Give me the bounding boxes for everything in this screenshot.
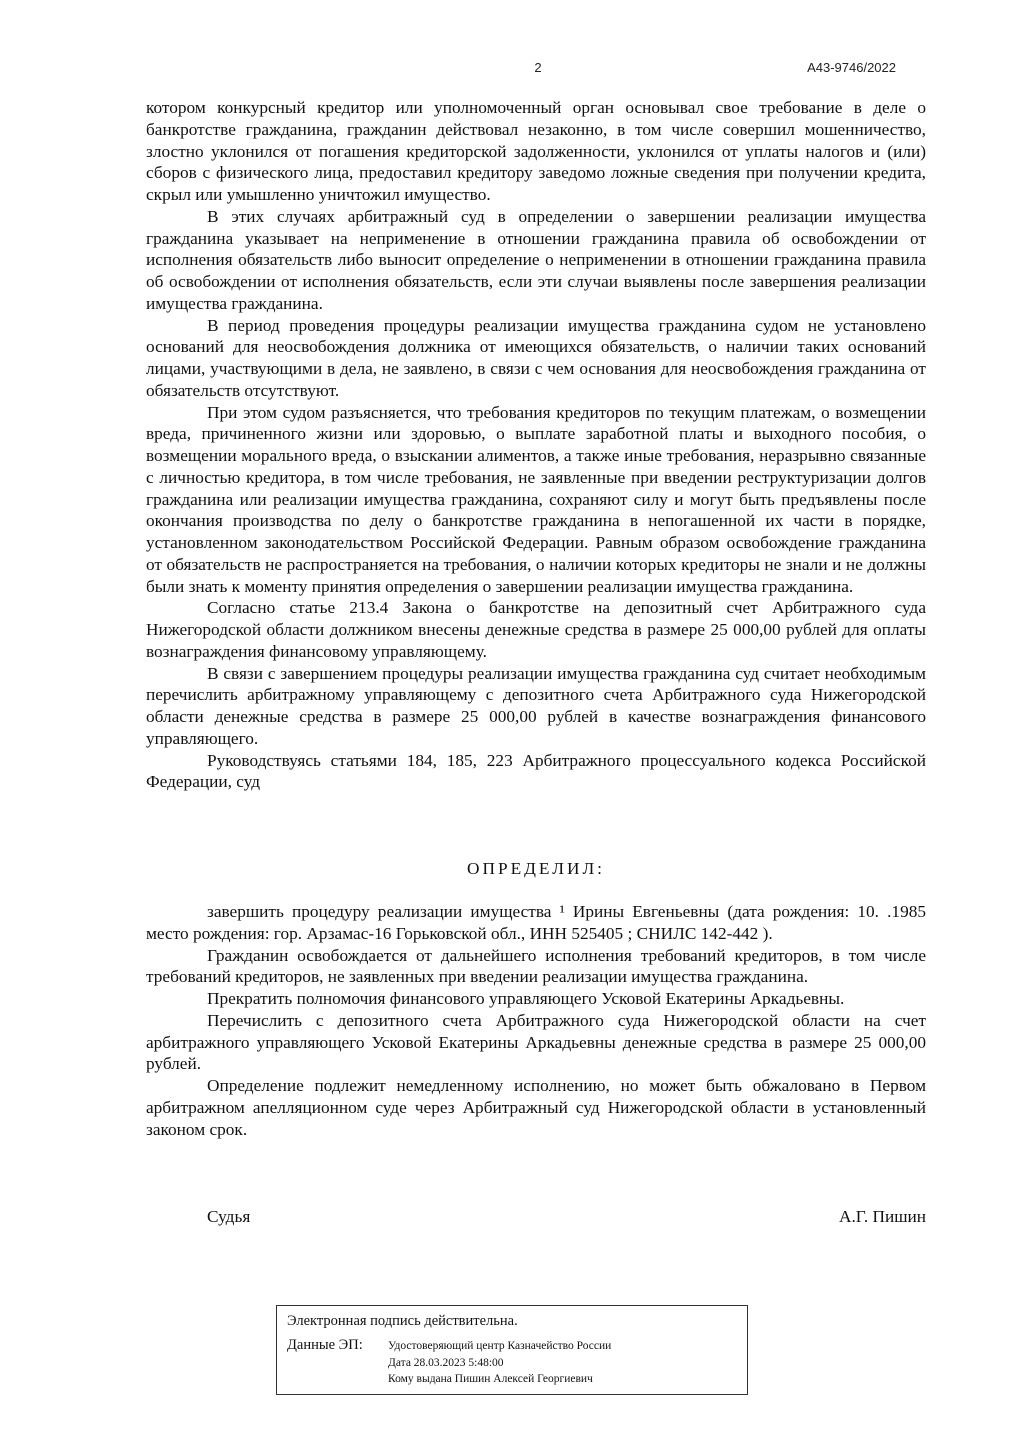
stamp-details xyxy=(388,1338,611,1388)
stamp-title: Электронная подпись действительна. xyxy=(287,1313,518,1329)
paragraph: Согласно статье 213.4 Закона о банкротстве на депозитный счет Арбитражного суда Нижегородской области должником внесены денежные средства в размере 25 000,00 рублей для оплаты вознаграждения финансовому управляющему. xyxy=(146,598,926,661)
stamp-date: Дата 28.03.2023 5:48:00 xyxy=(388,1356,504,1369)
paragraph: Руководствуясь статьями 184, 185, 223 Арбитражного процессуального кодекса Российской Федерации, суд xyxy=(146,750,926,792)
stamp-label: Данные ЭП: xyxy=(287,1337,363,1353)
stamp-issuer: Удостоверяющий центр Казначейство России xyxy=(388,1340,612,1352)
ruling-section xyxy=(146,901,926,1140)
judge-label: Судья xyxy=(207,1207,251,1226)
case-number: А43-9746/2022 xyxy=(807,60,896,75)
paragraph-continuation: котором конкурсный кредитор или уполномоченный орган основывал свое требование в деле о банкротстве гражданина, гражданин действовал незаконно, в том числе совершил мошенничество, злостно уклонился от погашения кредиторской задолженности, уклонился от уплаты налогов и (или) сборов с физического лица, предоставил кредитору заведомо ложные сведения при получении кредита, скрыл или умышленно уничтожил имущество. xyxy=(146,98,926,204)
page-number: 2 xyxy=(534,60,542,75)
paragraph: При этом судом разъясняется, что требования кредиторов по текущим платежам, о возмещении вреда, причиненного жизни или здоровью, о выплате заработной платы и выходного пособия, о возмещении морального вреда, о взыскании алиментов, а также иные требования, неразрывно связанные с личностью кредитора, в том числе требования, не заявленные при введении реструктуризации долгов гражданина или реализации имущества гражданина, сохраняют силу и могут быть предъявлены после окончания производства по делу о банкротстве гражданина в непогашенной их части в порядке, установленном законодательством Российской Федерации. Равным образом освобождение гражданина от обязательств не распространяется на требования, о наличии которых кредиторы не знали и не должны были знать к моменту принятия определения о завершении реализации имущества гражданина. xyxy=(146,402,926,596)
ruling-paragraph: Прекратить полномочия финансового управляющего Усковой Екатерины Аркадьевны. xyxy=(207,989,845,1008)
paragraph: В связи с завершением процедуры реализации имущества гражданина суд считает необходимым перечислить арбитражному управляющему с депозитного счета Арбитражного суда Нижегородской области денежные средства в размере 25 000,00 рублей в качестве вознаграждения финансового управляющего. xyxy=(146,663,926,748)
document-body xyxy=(146,97,926,793)
stamp-issued-to: Кому выдана Пишин Алексей Георгиевич xyxy=(388,1373,593,1385)
electronic-signature-stamp xyxy=(276,1305,748,1395)
ruling-heading: ОПРЕДЕЛИЛ: xyxy=(467,859,605,878)
ruling-paragraph: Гражданин освобождается от дальнейшего исполнения требований кредиторов, в том числе требований кредиторов, не заявленных при введении реализации имущества гражданина. xyxy=(146,945,926,987)
ruling-paragraph: Определение подлежит немедленному исполнению, но может быть обжаловано в Первом арбитражном апелляционном суде через Арбитражный суд Нижегородской области в установленный законом срок. xyxy=(146,1076,926,1139)
paragraph: В этих случаях арбитражный суд в определении о завершении реализации имущества гражданина указывает на неприменение в отношении гражданина правила об освобождении от исполнения обязательств либо выносит определение о неприменении в отношении гражданина правила об освобождении от исполнения обязательств, если эти случаи выявлены после завершения реализации имущества гражданина. xyxy=(146,206,926,313)
ruling-paragraph: завершить процедуру реализации имущества ¹ Ирины Евгеньевны (дата рождения: 10. .1985 место рождения: гор. Арзамас-16 Горьковской обл., ИНН 525405 ; СНИЛС 142-442 ). xyxy=(146,902,926,943)
judge-name: А.Г. Пишин xyxy=(838,1207,926,1226)
ruling-paragraph: Перечислить с депозитного счета Арбитражного суда Нижегородской области на счет арбитражного управляющего Усковой Екатерины Аркадьевны денежные средства в размере 25 000,00 рублей. xyxy=(146,1010,926,1074)
paragraph: В период проведения процедуры реализации имущества гражданина судом не установлено оснований для неосвобождения должника от имеющихся обязательств, о наличии таких оснований лицами, участвующими в дела, не заявлено, в связи с чем основания для неосвобождения гражданина от обязательств отсутствуют. xyxy=(146,315,926,400)
